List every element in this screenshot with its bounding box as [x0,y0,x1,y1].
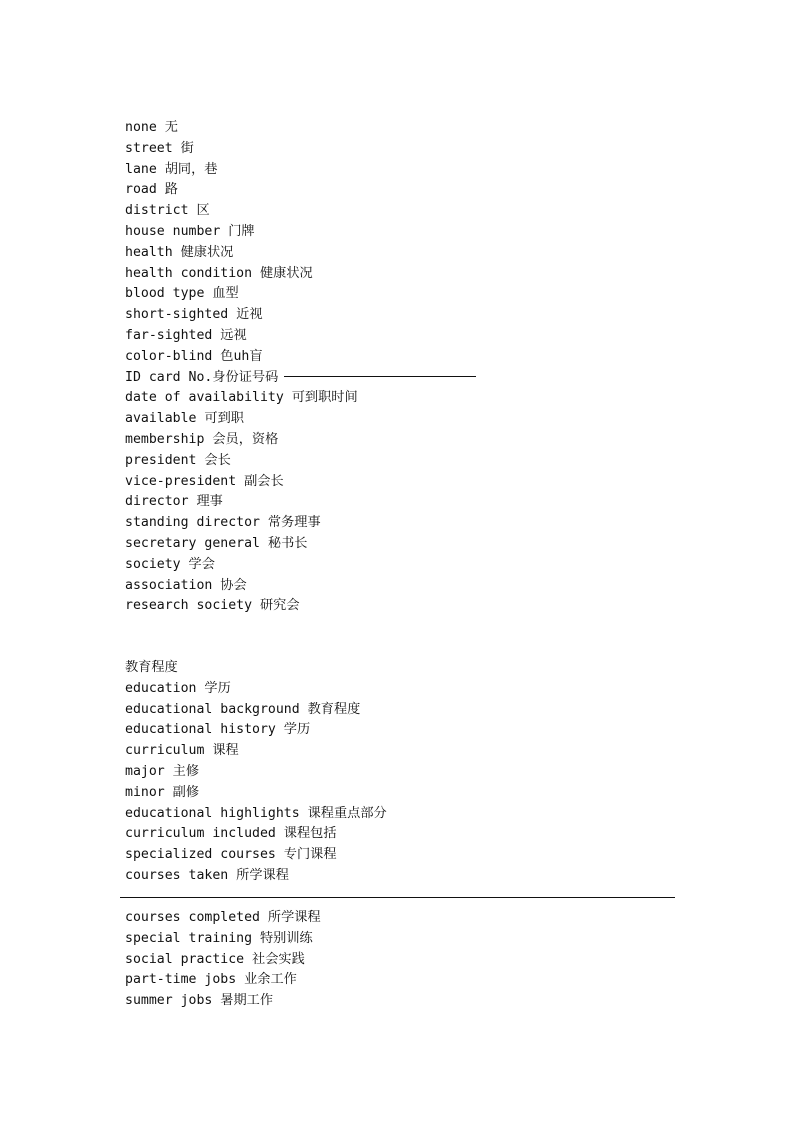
vocab-entry: president 会长 [125,452,231,468]
vocab-entry: health condition 健康状况 [125,265,313,281]
vocab-entry: district 区 [125,203,210,219]
vocab-entry: summer jobs 暑期工作 [125,993,274,1009]
vocab-entry: color-blind 色uh盲 [125,348,263,364]
vocab-entry: house number 门牌 [125,223,255,239]
vocab-entry: association 协会 [125,577,247,593]
vocab-entry: educational highlights 课程重点部分 [125,805,387,821]
vocab-entry: health 健康状况 [125,244,234,260]
vocab-entry: special training 特别训练 [125,930,313,946]
section-divider [120,897,675,898]
vocab-entry: curriculum included 课程包括 [125,826,337,842]
vocab-entry-text: ID card No.身份证号码 [125,369,279,385]
vocab-entry: courses taken 所学课程 [125,867,289,883]
vocab-entry: street 街 [125,140,194,156]
vocab-entry: education 学历 [125,680,231,696]
vocabulary-list-education [125,658,387,887]
vocab-entry: educational history 学历 [125,722,311,738]
vocab-entry: standing director 常务理事 [125,515,321,531]
vocab-entry: part-time jobs 业余工作 [125,972,297,988]
vocab-entry: social practice 社会实践 [125,951,305,967]
vocab-entry: secretary general 秘书长 [125,535,308,551]
vocab-entry: specialized courses 专门课程 [125,847,337,863]
vocab-entry: date of availability 可到职时间 [125,390,358,406]
vocab-entry: blood type 血型 [125,286,239,302]
vocab-entry: director 理事 [125,494,223,510]
vocabulary-list-training [125,908,321,1012]
vocab-entry: minor 副修 [125,784,200,800]
vocab-entry: far-sighted 远视 [125,327,247,343]
vocab-entry: society 学会 [125,556,215,572]
vocabulary-list-personal-info [125,118,476,617]
vocab-entry: major 主修 [125,763,200,779]
vocab-entry: vice-president 副会长 [125,473,284,489]
vocab-entry: curriculum 课程 [125,743,239,759]
vocab-entry: road 路 [125,182,178,198]
vocab-entry: membership 会员，资格 [125,431,279,447]
vocab-entry: research society 研究会 [125,598,300,614]
vocab-entry: lane 胡同，巷 [125,161,218,177]
section-heading: 教育程度 [125,660,178,675]
vocab-entry: none 无 [125,120,178,135]
vocab-entry-with-rule [125,368,476,389]
blank-underline [284,376,476,377]
vocab-entry: courses completed 所学课程 [125,910,321,925]
vocab-entry: educational background 教育程度 [125,701,361,717]
vocab-entry: available 可到职 [125,411,244,427]
vocab-entry: short-sighted 近视 [125,307,263,323]
